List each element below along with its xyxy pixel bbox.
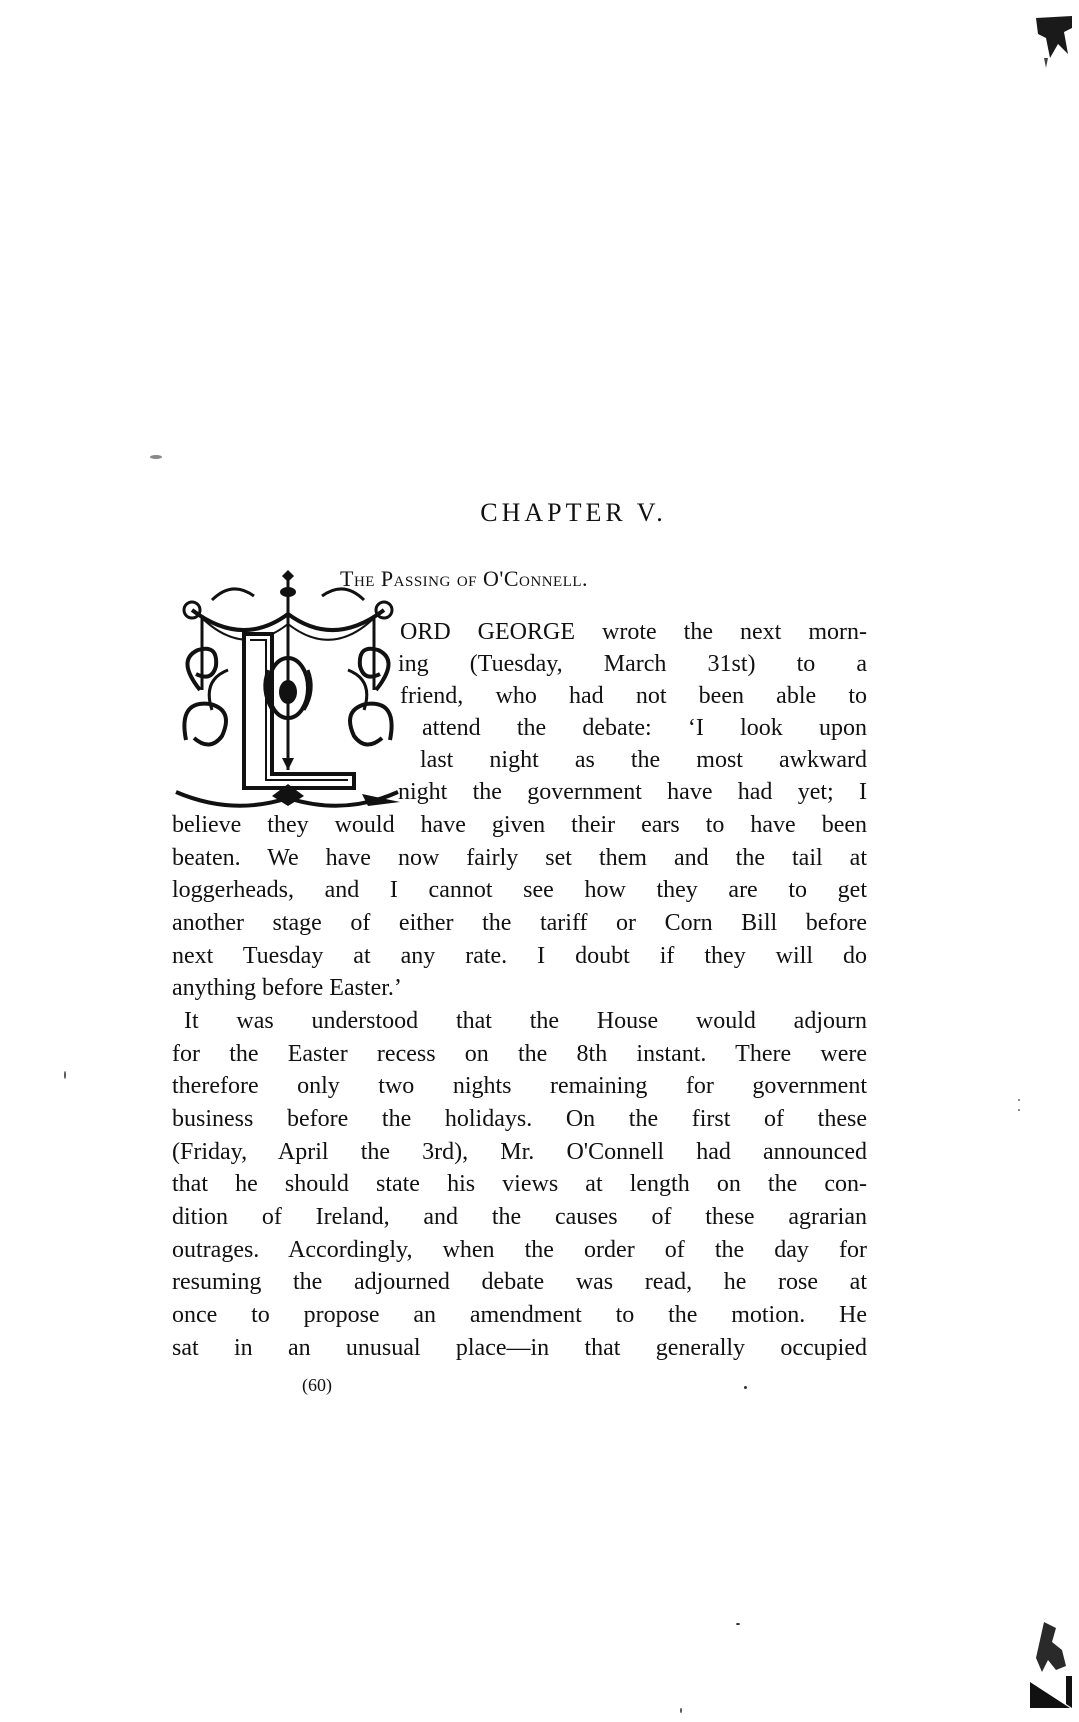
text-line: believe they would have given their ears to have been <box>172 812 867 838</box>
text-line: that he should state his views at length on the con- <box>172 1171 867 1197</box>
text-line: for the Easter recess on the 8th instant. There were <box>172 1041 867 1067</box>
scan-edge-mark-bottom <box>1026 1620 1074 1710</box>
text-line: friend, who had not been able to <box>400 683 867 709</box>
scan-speck <box>64 1071 66 1079</box>
scan-speck <box>1018 1109 1020 1111</box>
scan-speck <box>736 1623 740 1625</box>
text-line: ORD GEORGE wrote the next morn- <box>400 619 867 645</box>
text-line: attend the debate: ‘I look upon <box>422 715 867 741</box>
page-number: (60) <box>302 1375 332 1395</box>
text-line: once to propose an amendment to the motion. He <box>172 1302 867 1328</box>
chapter-title: The Passing of O'Connell. <box>340 566 589 591</box>
text-line: outrages. Accordingly, when the order of the day for <box>172 1237 867 1263</box>
ornamental-drop-cap-l <box>172 570 402 818</box>
text-line: next Tuesday at any rate. I doubt if they will do <box>172 943 867 969</box>
text-line: another stage of either the tariff or Corn Bill before <box>172 910 867 936</box>
text-line: therefore only two nights remaining for government <box>172 1073 867 1099</box>
scan-speck <box>680 1708 682 1713</box>
text-line: beaten. We have now fairly set them and the tail at <box>172 845 867 871</box>
text-line: (Friday, April the 3rd), Mr. O'Connell had announced <box>172 1139 867 1165</box>
text-line: anything before Easter.’ <box>172 975 402 1001</box>
text-line: business before the holidays. On the first of these <box>172 1106 867 1132</box>
scan-edge-mark-top <box>1034 14 1074 70</box>
text-line: loggerheads, and I cannot see how they are to get <box>172 877 867 903</box>
text-line: last night as the most awkward <box>420 747 867 773</box>
text-line: ing (Tuesday, March 31st) to a <box>398 651 867 677</box>
scan-speck <box>1018 1099 1020 1101</box>
chapter-heading: CHAPTER V. <box>480 498 667 527</box>
text-line: It was understood that the House would adjourn <box>184 1008 867 1034</box>
scan-speck <box>744 1386 747 1389</box>
text-line: night the government have had yet; I <box>398 779 867 805</box>
scan-speck <box>150 455 162 459</box>
text-line: sat in an unusual place—in that generally occupied <box>172 1335 867 1361</box>
text-line: dition of Ireland, and the causes of these agrarian <box>172 1204 867 1230</box>
text-line: resuming the adjourned debate was read, he rose at <box>172 1269 867 1295</box>
